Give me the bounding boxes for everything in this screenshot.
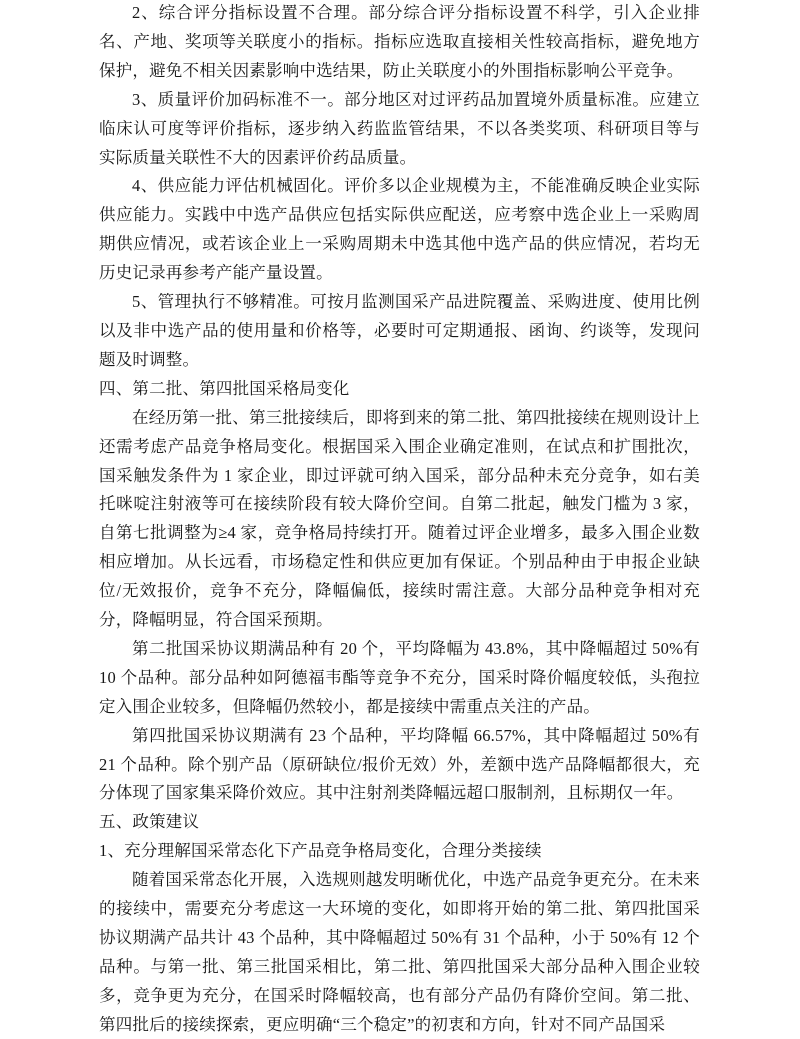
section-heading-4: 四、第二批、第四批国采格局变化 <box>99 378 350 398</box>
section-heading-5: 五、政策建议 <box>99 812 200 832</box>
subsection-heading-1: 1、充分理解国采常态化下产品竞争格局变化，合理分类接续 <box>99 841 542 861</box>
paragraph-issue-4: 4、供应能力评估机械固化。评价多以企业规模为主，不能准确反映企业实际供应能力。实践中中选产品供应包括实际供应配送，应考察中选企业上一采购周期供应情况，或若该企业上一采购周期未中选其他中选产品的供应情况，若均无历史记录再参考产能产量设置。 <box>99 176 700 283</box>
paragraph-issue-5: 5、管理执行不够精准。可按月监测国采产品进院覆盖、采购进度、使用比例以及非中选产品的使用量和价格等，必要时可定期通报、函询、约谈等，发现问题及时调整。 <box>99 292 700 369</box>
paragraph-issue-3: 3、质量评价加码标准不一。部分地区对过评药品加置境外质量标准。应建立临床认可度等评价指标，逐步纳入药监监管结果，不以各类奖项、科研项目等与实际质量关联性不大的因素评价药品质量。 <box>99 89 700 167</box>
paragraph-batch-rules: 在经历第一批、第三批接续后，即将到来的第二批、第四批接续在规则设计上还需考虑产品竞争格局变化。根据国采入围企业确定准则，在试点和扩围批次，国采触发条件为 1 家企业，即过评就可纳入国采，部分品种未充分竞争，如右美托咪啶注射液等可在接续阶段有较大降价空间。自第二批起，触发门槛为 3 家，自第七批调整为≥4 家，竞争格局持续打开。随着过评企业增多，最多入围企业数相应增加。从长远看，市场稳定性和供应更加有保证。个别品种由于申报企业缺位/无效报价，竞争不充分，降幅偏低，接续时需注意。大部分品种竞争相对充分，降幅明显，符合国采预期。 <box>99 407 700 630</box>
paragraph-recommendation-1: 随着国采常态化开展，入选规则越发明晰优化，中选产品竞争更充分。在未来的接续中，需要充分考虑这一大环境的变化，如即将开始的第二批、第四批国采协议期满产品共计 43 个品种，其中降幅超过 50%有 31 个品种，小于 50%有 12 个品种。与第一批、第三批国采相比，第二批、第四批国采大部分品种入围企业较多，竞争更为充分，在国采时降幅较高，也有部分产品仍有降价空间。第二批、第四批后的接续探索，更应明确“三个稳定”的初衷和方向，针对不同产品国采 <box>99 870 700 1034</box>
paragraph-batch-4-stats: 第四批国采协议期满有 23 个品种，平均降幅 66.57%，其中降幅超过 50%有 21 个品种。除个别产品（原研缺位/报价无效）外，差额中选产品降幅都很大，充分体现了国家集采降价效应。其中注射剂类降幅远超口服制剂，且标期仅一年。 <box>99 725 700 803</box>
document-content <box>99 0 700 1039</box>
paragraph-issue-2: 2、综合评分指标设置不合理。部分综合评分指标设置不科学，引入企业排名、产地、奖项等关联度小的指标。指标应选取直接相关性较高指标，避免地方保护，避免不相关因素影响中选结果，防止关联度小的外围指标影响公平竞争。 <box>99 3 700 80</box>
paragraph-batch-2-stats: 第二批国采协议期满品种有 20 个，平均降幅为 43.8%，其中降幅超过 50%有 10 个品种。部分品种如阿德福韦酯等竞争不充分，国采时降价幅度较低，头孢拉定入围企业较多，但降幅仍然较小，都是接续中需重点关注的产品。 <box>99 638 700 716</box>
